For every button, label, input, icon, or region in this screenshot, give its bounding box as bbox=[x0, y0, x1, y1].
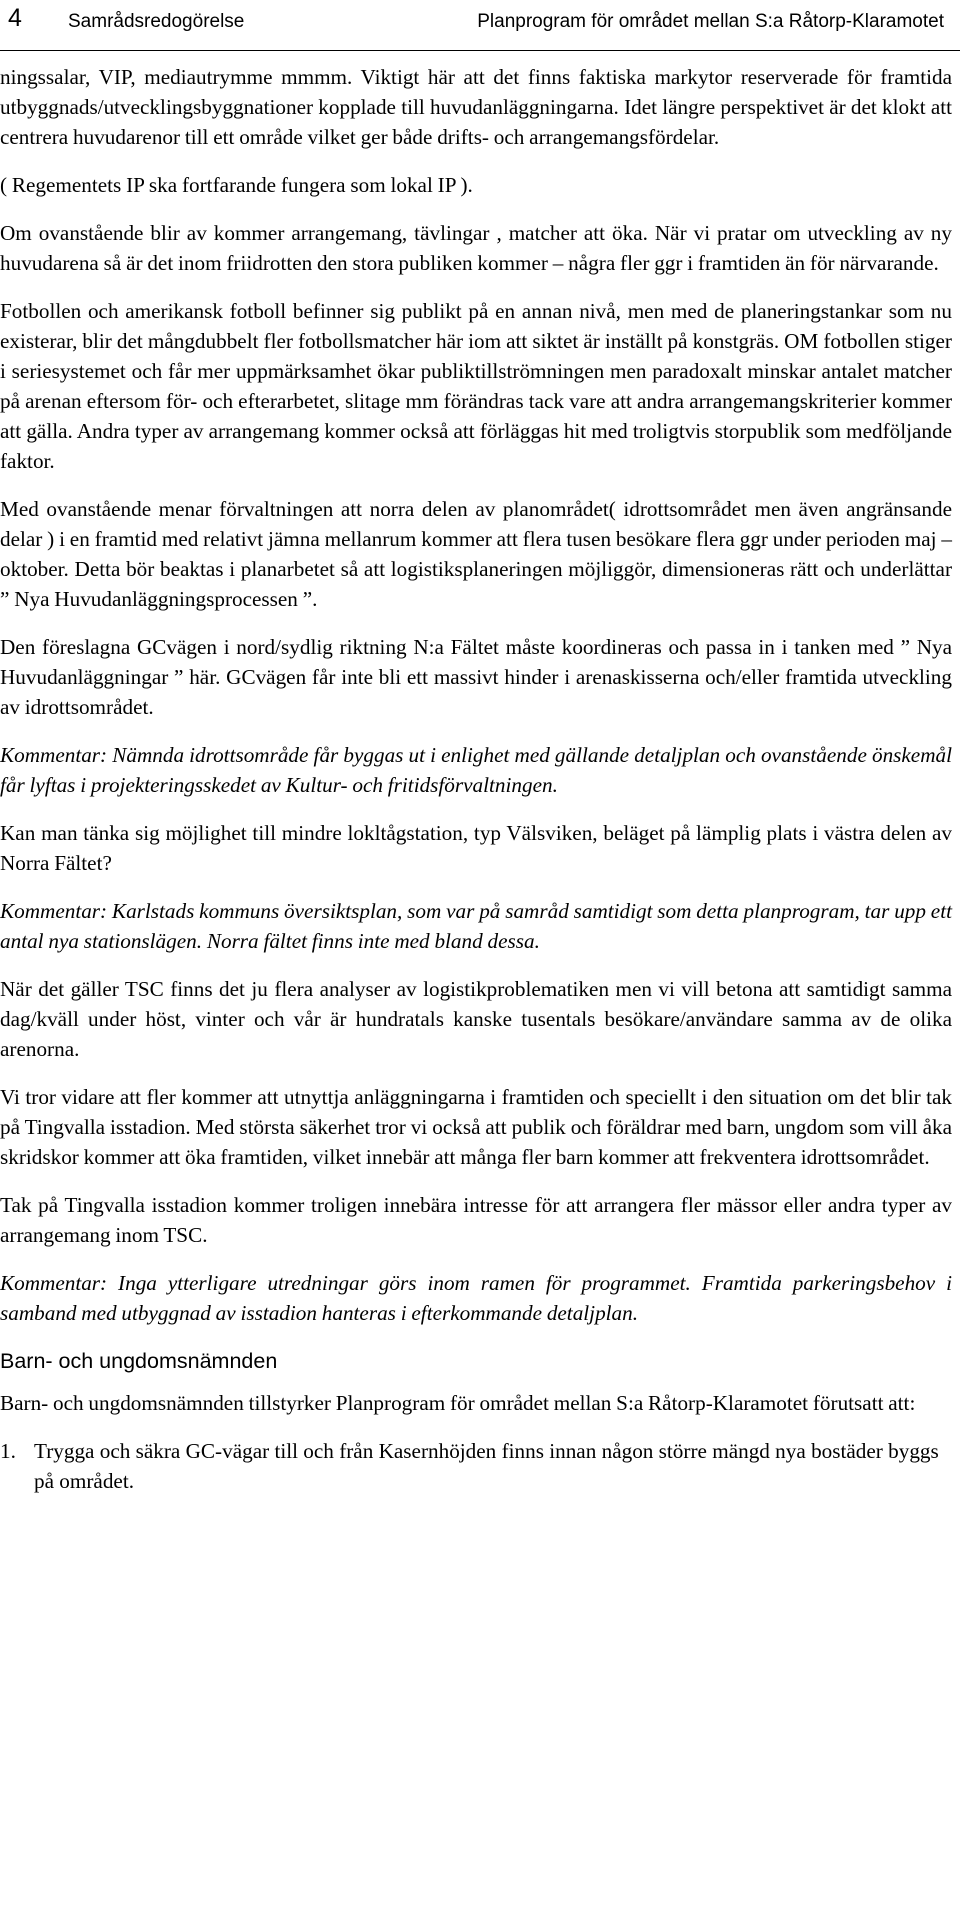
document-name: Samrådsredogörelse bbox=[68, 11, 245, 32]
comment-paragraph: Kommentar: Karlstads kommuns översiktsplan, som var på samråd samtidigt som detta planprogram, tar upp ett antal nya stationslägen. Norra fältet finns inte med bland dessa. bbox=[0, 899, 952, 953]
paragraph: Fotbollen och amerikansk fotboll befinner sig publikt på en annan nivå, men med de planeringstankar som nu existerar, blir det mångdubbelt fler fotbollsmatcher här iom att siktet är inställt på konstgräs. OM fotbollen stiger i seriesystemet och får mer uppmärksamhet ökar publiktillströmningen men paradoxalt minskar antalet matcher på arenan eftersom för- och efterarbetet, slitage mm förändras tack vare att andra arrangemangskriterier kommer att gälla. Andra typer av arrangemang kommer också att förläggas hit med troligtvis storpublik som medföljande faktor. bbox=[0, 299, 952, 473]
paragraph: Den föreslagna GCvägen i nord/sydlig riktning N:a Fältet måste koordineras och passa in i tanken med ” Nya Huvudanläggningar ” här. GCvägen får inte bli ett massivt hinder i arenaskisserna och/eller framtida utveckling av idrottsområdet. bbox=[0, 635, 952, 719]
numbered-list bbox=[0, 1436, 952, 1496]
paragraph: Kan man tänka sig möjlighet till mindre lokltågstation, typ Välsviken, beläget på lämplig plats i västra delen av Norra Fältet? bbox=[0, 821, 952, 875]
paragraph: När det gäller TSC finns det ju flera analyser av logistikproblematiken men vi vill betona att samtidigt samma dag/kväll under höst, vinter och vår är hundratals kanske tusentals besökare/användare samma av de olika arenorna. bbox=[0, 977, 952, 1061]
list-item bbox=[0, 1436, 952, 1496]
paragraph: Tak på Tingvalla isstadion kommer troligen innebära intresse för att arrangera fler mässor eller andra typer av arrangemang inom TSC. bbox=[0, 1193, 952, 1247]
document-title: Planprogram för området mellan S:a Råtorp-Klaramotet bbox=[477, 11, 944, 32]
list-item-number: 1. bbox=[0, 1439, 16, 1463]
paragraph: ( Regementets IP ska fortfarande fungera som lokal IP ). bbox=[0, 173, 473, 197]
page-body bbox=[0, 62, 952, 1496]
comment-paragraph: Kommentar: Inga ytterligare utredningar görs inom ramen för programmet. Framtida parkeringsbehov i samband med utbyggnad av isstadion hanteras i efterkommande detaljplan. bbox=[0, 1271, 952, 1325]
paragraph: ningssalar, VIP, mediautrymme mmmm. Viktigt här att det finns faktiska markytor reserverade för framtida utbyggnads/utvecklingsbyggnationer kopplade till huvudanläggningarna. Idet längre perspektivet är det klokt att centrera huvudarenor till ett område vilket ger både drifts- och arrangemangsfördelar. bbox=[0, 65, 952, 149]
page-header bbox=[0, 0, 960, 51]
paragraph: Med ovanstående menar förvaltningen att norra delen av planområdet( idrottsområdet men även angränsande delar ) i en framtid med relativt jämna mellanrum kommer att flera tusen besökare flera ggr under perioden maj – oktober. Detta bör beaktas i planarbetet så att logistiksplaneringen möjliggör, dimensioneras rätt och underlättar ” Nya Huvudanläggningsprocessen ”. bbox=[0, 497, 952, 611]
comment-paragraph: Kommentar: Nämnda idrottsområde får byggas ut i enlighet med gällande detaljplan och ovanstående önskemål får lyftas i projekteringsskedet av Kultur- och fritidsförvaltningen. bbox=[0, 743, 952, 797]
page-number: 4 bbox=[8, 4, 22, 32]
paragraph: Barn- och ungdomsnämnden tillstyrker Planprogram för området mellan S:a Råtorp-Klaramotet förutsatt att: bbox=[0, 1391, 916, 1415]
section-heading: Barn- och ungdomsnämnden bbox=[0, 1349, 278, 1373]
paragraph: Om ovanstående blir av kommer arrangemang, tävlingar , matcher att öka. När vi pratar om utveckling av ny huvudarena så är det inom friidrotten den stora publiken kommer – några fler ggr i framtiden än för närvarande. bbox=[0, 221, 952, 275]
paragraph: Vi tror vidare att fler kommer att utnyttja anläggningarna i framtiden och speciellt i den situation om det blir tak på Tingvalla isstadion. Med största säkerhet tror vi också att publik och föräldrar med barn, ungdom som vill åka skridskor kommer att öka framtiden, vilket innebär att många fler barn kommer att frekventera idrottsområdet. bbox=[0, 1085, 952, 1169]
list-item-text: Trygga och säkra GC-vägar till och från Kasernhöjden finns innan någon större mängd nya bostäder byggs på området. bbox=[34, 1439, 939, 1493]
